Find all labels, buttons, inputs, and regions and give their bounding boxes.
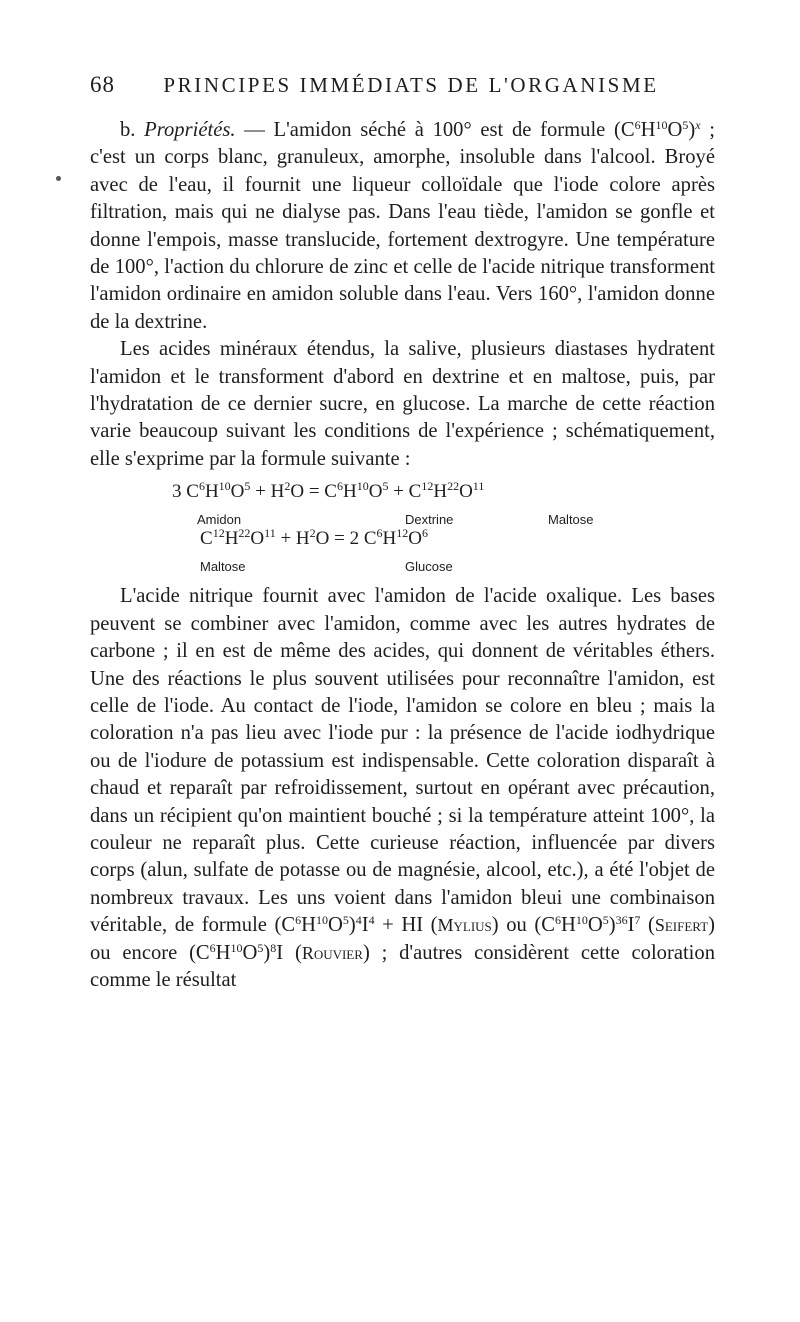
- subscript: 2: [309, 526, 316, 541]
- text-run: ) ou (C: [491, 914, 555, 937]
- text-run: H: [342, 481, 357, 503]
- subscript: 5: [682, 118, 689, 132]
- text-run: O: [459, 481, 473, 503]
- text-run: 3 C: [172, 481, 199, 503]
- subscript: 12: [212, 526, 225, 541]
- subscript: 36: [615, 913, 628, 928]
- subscript: 5: [244, 479, 251, 494]
- text-run: O: [290, 481, 305, 503]
- equation-2-labels: [90, 551, 715, 573]
- body-text: [90, 117, 715, 994]
- running-head: PRINCIPES IMMÉDIATS DE L'ORGANISME: [163, 73, 659, 97]
- text-run: H: [204, 481, 219, 503]
- text-run: H: [301, 914, 316, 937]
- equation-1-text: [172, 479, 484, 504]
- subscript: 6: [209, 940, 216, 955]
- text-run: H: [640, 119, 656, 141]
- subscript: 5: [342, 913, 349, 928]
- text-run: ): [688, 119, 696, 141]
- subscript: 6: [554, 913, 561, 928]
- subscript: 7: [634, 913, 641, 928]
- text-run: I: [361, 914, 369, 937]
- subscript: 4: [355, 913, 362, 928]
- subscript: 10: [230, 940, 243, 955]
- superscript: x: [695, 118, 701, 132]
- subscript: 8: [270, 940, 277, 955]
- subscript: 5: [382, 479, 389, 494]
- label-dextrine: Dextrine: [405, 512, 454, 528]
- text-run: ) ; d'autres considèrent cette coloration comme le résultat: [90, 941, 715, 991]
- text-run: = C: [304, 481, 337, 503]
- text-run: + H: [275, 528, 310, 550]
- text-run: + C: [388, 481, 422, 503]
- subscript: 6: [198, 479, 205, 494]
- subscript: 12: [396, 526, 409, 541]
- subscript: 6: [336, 479, 343, 494]
- text-run: ): [608, 914, 616, 937]
- text-run: — L'amidon séché à 100° est de formule (C: [235, 119, 635, 141]
- equation-2-text: [200, 526, 428, 551]
- text-run: ): [348, 914, 356, 937]
- label-amidon: Amidon: [197, 512, 242, 528]
- author-rouvier: Rouvier: [301, 942, 363, 963]
- text-run: O: [368, 481, 383, 503]
- text-run: O: [315, 528, 330, 550]
- subscript: 22: [447, 479, 460, 494]
- subscript: 12: [421, 479, 434, 494]
- author-seifert: Seifert: [654, 915, 709, 936]
- subscript: 10: [356, 479, 369, 494]
- subscript: 5: [257, 940, 264, 955]
- text-run: O: [408, 528, 422, 550]
- margin-dot: [56, 176, 61, 181]
- text-run: + HI (: [374, 914, 438, 937]
- equation-1: [90, 479, 715, 504]
- page-number: 68: [90, 72, 115, 97]
- text-run: O: [667, 119, 683, 141]
- subscript: 4: [368, 913, 375, 928]
- subscript: 11: [264, 526, 276, 541]
- text-run: C: [200, 528, 213, 550]
- subscript: 5: [602, 913, 609, 928]
- text-run: H: [433, 481, 448, 503]
- paragraph-properties: [90, 117, 715, 336]
- text-run: = 2 C: [329, 528, 377, 550]
- subscript: 6: [422, 526, 428, 541]
- text-run: O: [250, 528, 265, 550]
- text-run: H: [560, 914, 576, 937]
- label-glucose: Glucose: [405, 559, 453, 575]
- subscript: 2: [284, 479, 291, 494]
- author-mylius: Mylius: [437, 915, 492, 936]
- paragraph-hydrolysis: Les acides minéraux étendus, la salive, plusieurs diastases hydratent l'amidon et le transforment d'abord en dextrine et en maltose, puis, par l'hydratation de ce dernier sucre, en glucose. La marche de cette réaction varie beaucoup suivant les conditions de l'expérience ; schématiquement, elle s'exprime par la formule suivante :: [90, 338, 715, 470]
- subscript: 6: [295, 913, 302, 928]
- text-run: O: [587, 914, 603, 937]
- text-run: ; c'est un corps blanc, granuleux, amorphe, insoluble dans l'alcool. Broyé avec de l'eau, il fournit une liqueur colloïdale que l'iode colore après filtration, mais qui ne dialyse pas. Dans l'eau tiède, l'amidon se gonfle et donne l'empois, masse translucide, fortement dextrogyre. Une température de 100°, l'action du chlorure de zinc et celle de l'acide nitrique transforment l'amidon ordinaire en amidon soluble dans l'eau. Vers 160°, l'amidon donne de la dextrine.: [90, 119, 715, 333]
- page-header: [90, 72, 714, 98]
- text-run: (: [640, 914, 655, 937]
- text-run: ): [263, 941, 271, 964]
- text-run: I (: [276, 941, 302, 964]
- text-run: O: [327, 914, 343, 937]
- section-title: Propriétés.: [144, 119, 236, 141]
- subscript: 22: [238, 526, 251, 541]
- subscript: 10: [575, 913, 588, 928]
- text-run: + H: [250, 481, 285, 503]
- text-run: L'acide nitrique fournit avec l'amidon de l'acide oxalique. Les bases peuvent se combiner avec l'amidon, comme avec les autres hydrates de carbone ; il en est de même des acides, qui donnent de véritables éthers. Une des réactions le plus souvent utilisées pour reconnaître l'amidon, est celle de l'iode. Au contact de l'iode, l'amidon se colore en bleu ; mais la coloration n'a pas lieu avec l'iode pur : la présence de l'acide iodhydrique ou de l'iodure de potassium est indispensable. Cette coloration disparaît à chaud et reparaît par refroidissement, surtout en opérant avec précaution, dans un récipient qu'on maintient bouché ; si la température atteint 100°, la couleur ne reparaît plus. Cette curieuse réaction, influencée par divers corps (alun, sulfate de potasse ou de magnésie, alcool, etc.), a été l'objet de nombreux travaux. Les uns voient dans l'amidon bleui une combinaison véritable, de formule (C: [90, 585, 715, 937]
- subscript: 11: [472, 479, 485, 494]
- label-maltose-2: Maltose: [200, 559, 246, 575]
- label-maltose: Maltose: [548, 512, 594, 528]
- text-run: I: [627, 914, 635, 937]
- text-run: H: [215, 941, 231, 964]
- text-run: O: [242, 941, 258, 964]
- paragraph-iodine: [90, 583, 715, 994]
- subscript: 6: [376, 526, 383, 541]
- equation-1-labels: [90, 504, 715, 526]
- subscript: 10: [655, 118, 668, 132]
- equations-block: [90, 479, 715, 573]
- text-run: H: [224, 528, 239, 550]
- subscript: 10: [218, 479, 231, 494]
- subscript: 6: [634, 118, 641, 132]
- text-run: H: [382, 528, 397, 550]
- text-run: O: [230, 481, 245, 503]
- section-label: b.: [120, 119, 136, 141]
- text-run: ) ou encore (C: [90, 914, 716, 964]
- subscript: 10: [315, 913, 328, 928]
- equation-2: [90, 526, 715, 551]
